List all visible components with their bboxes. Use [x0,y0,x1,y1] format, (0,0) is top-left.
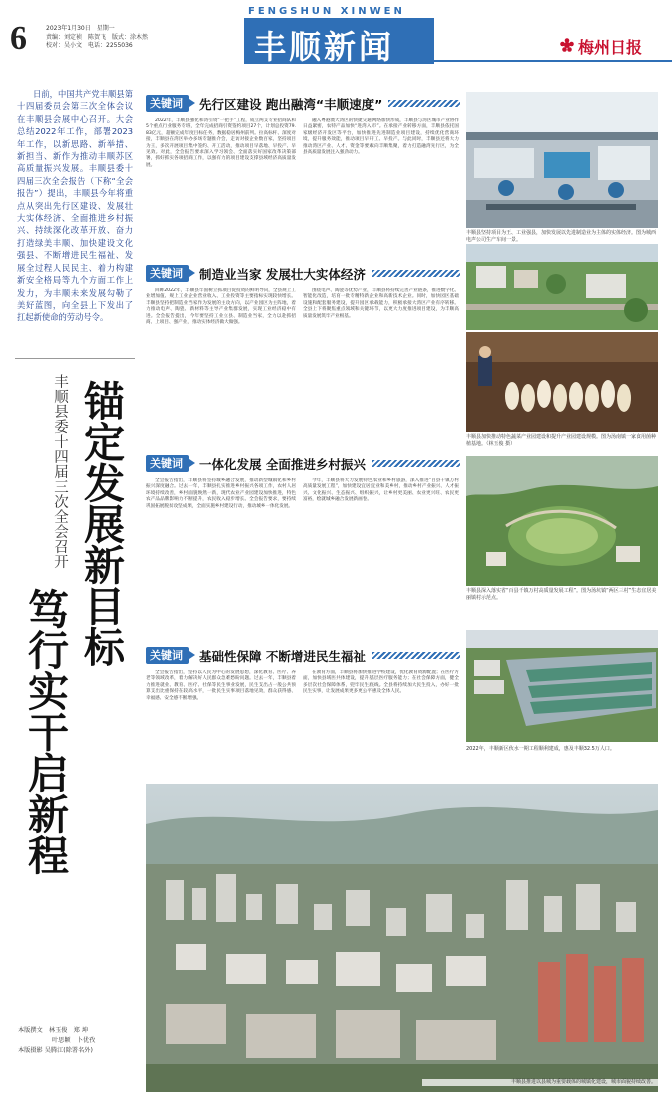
section-1-stripe [388,100,460,107]
credit-writers: 本版撰文 林玉俊 郑 坤 [18,1027,89,1034]
section-1-col-2: 融入粤港澳大湾区的快捷交通网络加快形成，丰顺县与湾区城市产业协作日益紧密，农特产品加快“进湾入市”。在承接产业转移方面，丰顺县依托国家级经济开发区等平台，加快推进先进制造业项目建设，持续优化营商环境，提升服务效能，推动项目早开工、早投产。与此同时，丰顺县还将大力推动湾区产业、人才、资金等要素向丰顺集聚，着力打造融湾先行区，为全县高质量发展注入强劲动力。 [303,118,459,156]
section-4-headline: 基础性保障 不断增进民生福祉 [199,648,366,664]
section-2-photo-caption: 丰顺县加快推动特色蔬菜产业园建设和提升产业园建设规模。图为汤南镇一家食用菌种植基地。（林玉俊 摄） [466,434,657,447]
section-2-photo-bottom [466,332,658,432]
section-4-photo-caption: 2022年，丰顺新区伙水一期工程顺利建成，惠及丰顺32.5万人口。 [466,746,615,752]
section-1-photo [466,92,658,228]
date-line: 2023年1月30日 星期一 [46,25,115,32]
section-3-header [146,454,460,473]
page-number: 6 [10,20,27,57]
masthead-rule [434,60,672,62]
section-2-col-1: 回眸2022年，丰顺县牢固树立抓项目促投资的鲜明导向，全县规上工业增加值、规上工业企业营业收入、工业投资等主要指标实现较快增长。丰顺县坚持把制造业当家作为发展的主攻方向，以产业园区为主阵地，着力推动电声、陶瓷、新材料等主导产业集群发展，实现工业经济稳中有进。全会报告提出，今年要坚持工业立县、制造业当家，全力以赴抓招商、上项目、强产业，推动实体经济做大做强。 [146,288,296,326]
section-4-photo [466,630,658,742]
section-2-headline: 制造业当家 发展壮大实体经济 [199,266,366,282]
credit-photo: 本版摄影 吴腾江(除署名外) [18,1047,93,1054]
section-2-col-2: 围绕电声、陶瓷等优势产业，丰顺县将持续完善产业链条，推进数字化、智能化改造，培育一批专精特新企业和高新技术企业。同时，加快园区基础设施和配套服务建设，提升园区承载能力，积极承接大湾区产业有序转移。全县上下将聚焦重点领域和关键环节，以更大力度推进项目建设，为丰顺高质量发展筑牢产业根基。 [303,288,459,319]
section-2-tag: 关键词 [146,265,189,282]
section-3-col-2: 今年，丰顺县将大力发展特色农业和乡村旅游，深入推进“百县千镇万村高质量发展工程”，加快建设宜居宜业和美乡村，推动乡村产业振兴、人才振兴、文化振兴、生态振兴、组织振兴，让乡村更美丽、农业更兴旺、农民更富裕，绘就城乡融合发展新画卷。 [303,478,459,503]
section-1-photo-caption: 丰顺县坚持项目为王、工业强县，加快发展以先进制造业为主体的实体经济。图为城西电声公司生产车间一景。 [466,230,657,243]
paper-name: 梅州日报 [578,38,643,57]
section-1-headline: 先行区建设 跑出融湾“丰顺速度” [199,96,383,112]
section-3-headline: 一体化发展 全面推进乡村振兴 [199,456,366,472]
sidebar-divider [15,358,135,359]
sub-headline: 丰顺县委十四届三次全会召开 [52,374,68,569]
masthead-info [46,25,148,51]
credits [18,1026,95,1056]
proof-line: 校对：吴小文 电话：2255036 [46,42,133,49]
section-3-stripe [372,460,460,467]
section-1-header [146,94,460,113]
main-headline-2: 笃行实干启新程 [21,588,69,875]
section-2-header [146,264,460,283]
section-2-photo-top [466,244,658,330]
section-3-photo-caption: 丰顺县深入落实省“百县千镇万村高质量发展工程”。图为汤坑镇“两区三村”生态宜居美丽镇村示范点。 [466,588,657,601]
city-panorama-photo [146,784,658,1092]
panorama-caption: 丰顺县推进以县城为重要载体的城镇化建设，城市面貌持续改善。 [422,1079,658,1086]
section-3-col-1: 全会报告指出，丰顺县将坚持城乡融合发展，推动新型城镇化和乡村振兴深度融合。过去一年，丰顺县扎实推进乡村振兴各项工作，农村人居环境持续改善，乡村面貌焕然一新，现代农业产业园建设加快推进，特色农产品品牌影响力不断提升，农民收入稳步增长。全会报告要求，要持续巩固拓展脱贫攻坚成果，全面实施乡村建设行动，推动城乡一体化发展。 [146,478,296,509]
masthead [0,0,672,76]
section-4-tag: 关键词 [146,647,189,664]
section-3-photo [466,456,658,586]
main-headline-1: 锚定发展新目标 [77,380,125,667]
editor-line: 责编：刘定祯 陈贺飞 版式：涂木然 [46,33,149,41]
masthead-title: 丰顺新闻 [254,28,395,66]
sidebar-intro: 日前，中国共产党丰顺县第十四届委员会第三次全体会议在丰顺县会展中心召开。大会总结2022年工作，部署2023年工作，以新思路、新举措、新担当、新作为推动丰顺苏区高质量振兴发展。丰顺县委十四届三次全会报告（下称“全会报告”）提出，丰顺县今年将重点从突出先行区建设、发展壮大实体经济、全面推进乡村振兴、持续深化改革开放、奋力打造绿美丰顺、加快建设文化强县、不断增进民生福祉、发展全过程人民民主、着力构建新安全格局等九个方面工作上发力，为丰顺未来发展勾勒了美好蓝图，向全县上下发出了扛起新使命的劳动号令。 [17,89,133,323]
credit-writers-2: 叶思颖 卜优孜 [52,1037,96,1044]
section-4-stripe [372,652,460,659]
sidebar [0,88,140,1100]
section-3-tag: 关键词 [146,455,189,472]
section-2-stripe [372,270,460,277]
paper-logo-icon [560,37,574,51]
masthead-pinyin: FENGSHUN XINWEN [248,6,405,17]
section-1-tag: 关键词 [146,95,189,112]
section-4-col-2: 在教育方面，丰顺县将加快推进学校建设，优化教育资源配置；在医疗方面，加快县域医共体建设，提升基层医疗服务能力；在社会保障方面，健全多层次社会保障体系，兜牢民生底线。全县将持续加大民生投入，办好一批民生实事，让发展成果更多更公平惠及全体人民。 [303,670,459,695]
section-4-header [146,646,460,665]
section-4-col-1: 全会报告指出，坚持以人民为中心的发展思想，深化教育、医疗、养老等领域改革，着力解决好人民群众急难愁盼问题。过去一年，丰顺县着力推进就业、教育、医疗、社保等民生事业发展，民生支出占一般公共预算支出比重保持在较高水平，一批民生实事项目落地见效，群众获得感、幸福感、安全感不断增强。 [146,670,296,701]
section-1-col-1: 2022年，丰顺县强化和湾引资“一把手”工程，成立两支专业招商队和5个重点行业服务专班，全年完成招商引资签约项目27个，计划总投资79.83亿元，超额完成年度目标任务，数据稳居梅州前列。拉高标杆、深度对接，丰顺县在湾区举办多场专题推介会，走访对接企业数百家，坚持项目为王，多次开展项目集中签约、开工活动，推动项目早落地、早投产、早见效。对此，全会报告要求深入学习领会、全面落实好国家改革决策部署，抓好抓实各项招商工作，以强有力的项目建设支撑县域经济高质量发展。 [146,118,296,168]
